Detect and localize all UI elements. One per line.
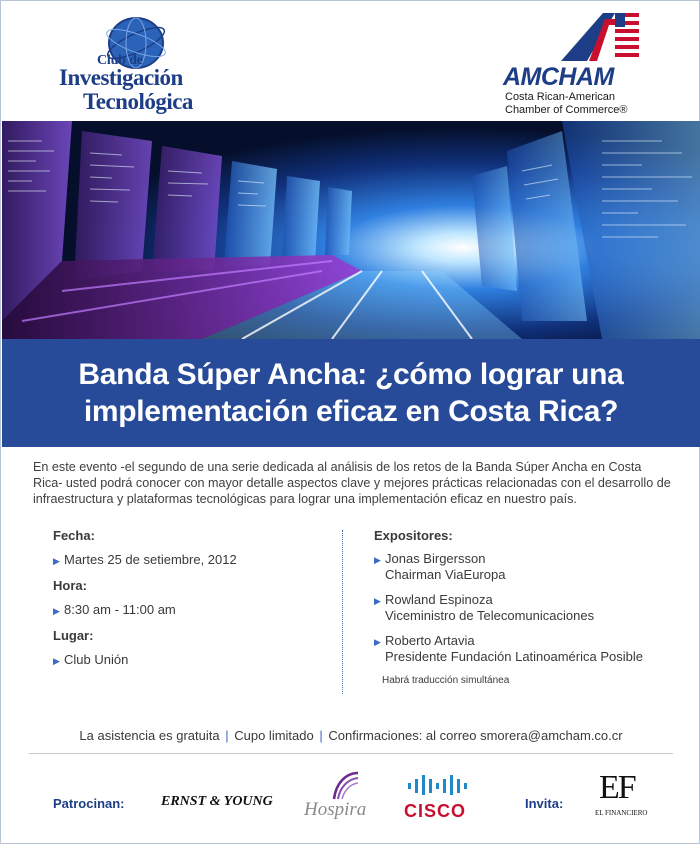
event-description: En este evento -el segundo de una serie dedicada al análisis de los retos de la Banda Súper Ancha en Costa Rica- usted podrá conocer con mayor detalle aspectos clave y mejores prácticas relacionadas con el desarrollo de infraestructura y plataformas tecnológicas para lograr una implementación eficaz en nuestro país.	[33, 460, 671, 506]
hospira-logo	[304, 769, 384, 829]
ernst-young-logo: ERNST & YOUNG	[161, 794, 273, 809]
cisco-bars-icon	[406, 773, 474, 797]
sponsors-bar	[1, 761, 700, 845]
amcham-subtitle-1: Costa Rican-American	[505, 91, 616, 103]
hero-image	[2, 121, 700, 339]
place-label: Lugar:	[53, 628, 94, 643]
date-label: Fecha:	[53, 528, 95, 543]
limited-seats: Cupo limitado	[234, 728, 314, 743]
speaker-name: Jonas Birgersson	[385, 551, 486, 566]
attendance-free: La asistencia es gratuita	[79, 728, 220, 743]
separator: |	[225, 728, 229, 743]
divider	[29, 753, 673, 754]
hospira-mark-icon	[328, 769, 362, 801]
speaker-role: Presidente Fundación Latinoamérica Posible	[385, 649, 643, 664]
event-title-line1: Banda Súper Ancha: ¿cómo lograr una	[78, 358, 624, 391]
place-value: Club Unión	[64, 652, 129, 667]
time-label: Hora:	[53, 578, 87, 593]
amcham-subtitle-2: Chamber of Commerce®	[505, 104, 628, 116]
invite-label: Invita:	[525, 796, 564, 811]
attendance-info	[1, 728, 700, 743]
translation-note: Habrá traducción simultánea	[382, 675, 510, 686]
cisco-logo	[398, 771, 478, 831]
amcham-logo	[501, 11, 651, 116]
bullet-arrow-icon: ▶	[374, 596, 381, 606]
bullet-arrow-icon: ▶	[53, 656, 60, 666]
event-title	[31, 356, 671, 430]
el-financiero-logo	[595, 769, 665, 829]
bullet-arrow-icon: ▶	[374, 555, 381, 565]
event-title-line2: implementación eficaz en Costa Rica?	[83, 395, 619, 428]
separator: |	[319, 728, 323, 743]
time-value: 8:30 am - 11:00 am	[64, 602, 176, 617]
bullet-arrow-icon: ▶	[53, 556, 60, 566]
club-investigacion-logo	[59, 9, 229, 117]
speaker-role: Chairman ViaEuropa	[385, 567, 506, 582]
speaker-role: Viceministro de Telecomunicaciones	[385, 608, 595, 623]
bullet-arrow-icon: ▶	[53, 606, 60, 616]
cisco-name: CISCO	[404, 801, 467, 821]
title-banner	[2, 339, 700, 447]
speaker-item	[374, 551, 684, 583]
date-item	[53, 552, 333, 568]
date-value: Martes 25 de setiembre, 2012	[64, 552, 237, 567]
bullet-arrow-icon: ▶	[374, 637, 381, 647]
ef-mark: EF	[599, 769, 635, 806]
ef-name: EL FINANCIERO	[595, 809, 648, 817]
speaker-item	[374, 633, 684, 665]
amcham-name: AMCHAM	[503, 63, 614, 91]
speakers-section	[374, 528, 684, 686]
speakers-label: Expositores:	[374, 528, 453, 543]
amcham-flag-icon	[559, 11, 641, 63]
place-item	[53, 652, 333, 668]
column-divider	[342, 530, 343, 694]
time-item	[53, 602, 333, 618]
club-logo-line1: Club de	[97, 53, 143, 68]
sponsors-label: Patrocinan:	[53, 796, 125, 811]
speaker-item	[374, 592, 684, 624]
header	[1, 1, 700, 121]
speaker-name: Rowland Espinoza	[385, 592, 493, 607]
club-logo-line2: Investigación	[59, 65, 183, 90]
data-corridor-illustration	[2, 121, 700, 339]
confirmation-email[interactable]: Confirmaciones: al correo smorera@amcham.co.cr	[328, 728, 623, 743]
club-logo-line3: Tecnológica	[83, 89, 193, 114]
speaker-name: Roberto Artavia	[385, 633, 475, 648]
hospira-name: Hospira	[304, 799, 367, 820]
event-details	[53, 528, 333, 668]
